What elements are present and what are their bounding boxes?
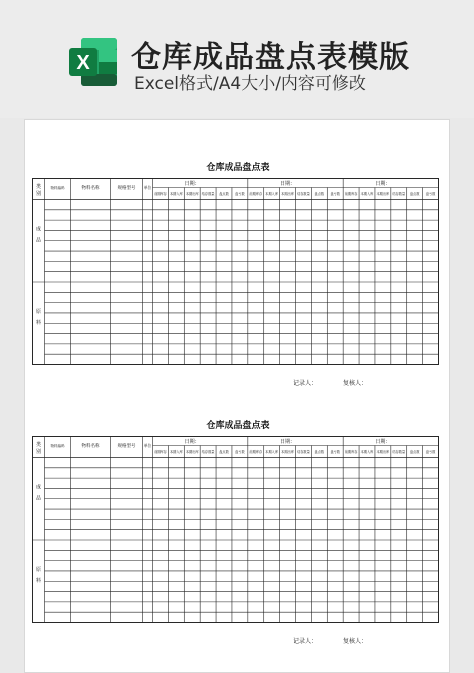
category-label: 料 [35,319,42,326]
date-label: 日期： [375,181,391,187]
sub-column-header: 盘亏数 [425,450,436,454]
sub-column-header: 盘点数 [314,192,325,196]
sub-column-header: 本期入库 [265,450,279,454]
sub-column-header: 本期出库 [281,192,294,196]
category-header: 别 [35,449,42,455]
sub-column-header: 盘亏数 [235,192,245,196]
date-label: 日期： [375,439,391,445]
sub-column-header: 盘点数 [314,450,325,454]
sub-column-header: 本期入库 [360,450,374,454]
sub-column-header: 盘亏数 [425,192,436,196]
sub-column-header: 本期出库 [185,450,199,454]
sub-column-header: 前期库存 [344,192,358,196]
sub-column-header: 本期出库 [185,192,199,196]
sub-column-header: 结存数量 [392,450,406,454]
inventory-table [32,178,444,368]
sub-column-header: 本期出库 [281,450,294,454]
banner [0,0,474,118]
sub-column-header: 盘亏数 [330,450,341,454]
category-label: 料 [35,577,42,584]
sub-column-header: 本期入库 [169,450,183,454]
name-header: 物料名称 [81,444,100,449]
sub-column-header: 盘点数 [409,450,420,454]
code-header: 物料编码 [50,186,65,190]
recorder-label: 记录人： [293,380,318,387]
inventory-table [32,436,444,626]
sub-column-header: 本期入库 [265,192,279,196]
category-label: 成 [35,484,42,491]
category-header: 类 [35,442,42,448]
reviewer-label: 复核人： [343,380,368,387]
spec-header: 规格型号 [117,186,136,191]
sub-column-header: 前期库存 [249,450,263,454]
category-header: 别 [35,191,42,197]
date-label: 日期： [279,181,296,187]
sub-column-header: 盘点数 [219,450,229,454]
sub-column-header: 前期库存 [344,450,358,454]
unit-header: 单位 [143,185,152,190]
sub-column-header: 本期入库 [169,192,183,196]
unit-header: 单位 [143,443,152,448]
sub-column-header: 结存数量 [392,192,406,196]
category-label: 原 [35,308,42,315]
category-label: 品 [35,237,42,244]
sub-column-header: 本期出库 [376,192,390,196]
code-header: 物料编码 [50,444,65,448]
sheet-title: 仓库成品盘点表 [206,421,270,431]
category-label: 原 [35,566,42,573]
category-label: 成 [35,226,42,233]
sheet-title: 仓库成品盘点表 [206,163,270,173]
sub-column-header: 盘点数 [409,192,420,196]
sub-column-header: 前期库存 [249,192,263,196]
sub-column-header: 结存数量 [201,450,215,454]
category-label: 品 [35,495,42,502]
page-title: 仓库成品盘点表模版 [131,40,410,75]
date-label: 日期： [184,181,200,187]
sub-column-header: 盘点数 [219,192,229,196]
sub-column-header: 盘亏数 [330,192,341,196]
document-page [24,119,450,673]
page-subtitle: Excel格式/A4大小/内容可修改 [134,74,366,94]
sub-column-header: 本期出库 [376,450,390,454]
name-header: 物料名称 [81,186,100,191]
excel-icon-letter: X [76,52,90,74]
sub-column-header: 本期入库 [360,192,374,196]
spec-header: 规格型号 [117,444,136,449]
sub-column-header: 前期库存 [154,450,167,454]
sub-column-header: 结存数量 [201,192,215,196]
sub-column-header: 前期库存 [154,192,167,196]
sub-column-header: 盘亏数 [235,450,245,454]
category-header: 类 [35,184,42,190]
sub-column-header: 结存数量 [297,192,310,196]
excel-icon [67,36,119,88]
sub-column-header: 结存数量 [297,450,310,454]
recorder-label: 记录人： [293,638,318,645]
reviewer-label: 复核人： [343,638,368,645]
date-label: 日期： [184,439,200,445]
date-label: 日期： [279,439,296,445]
